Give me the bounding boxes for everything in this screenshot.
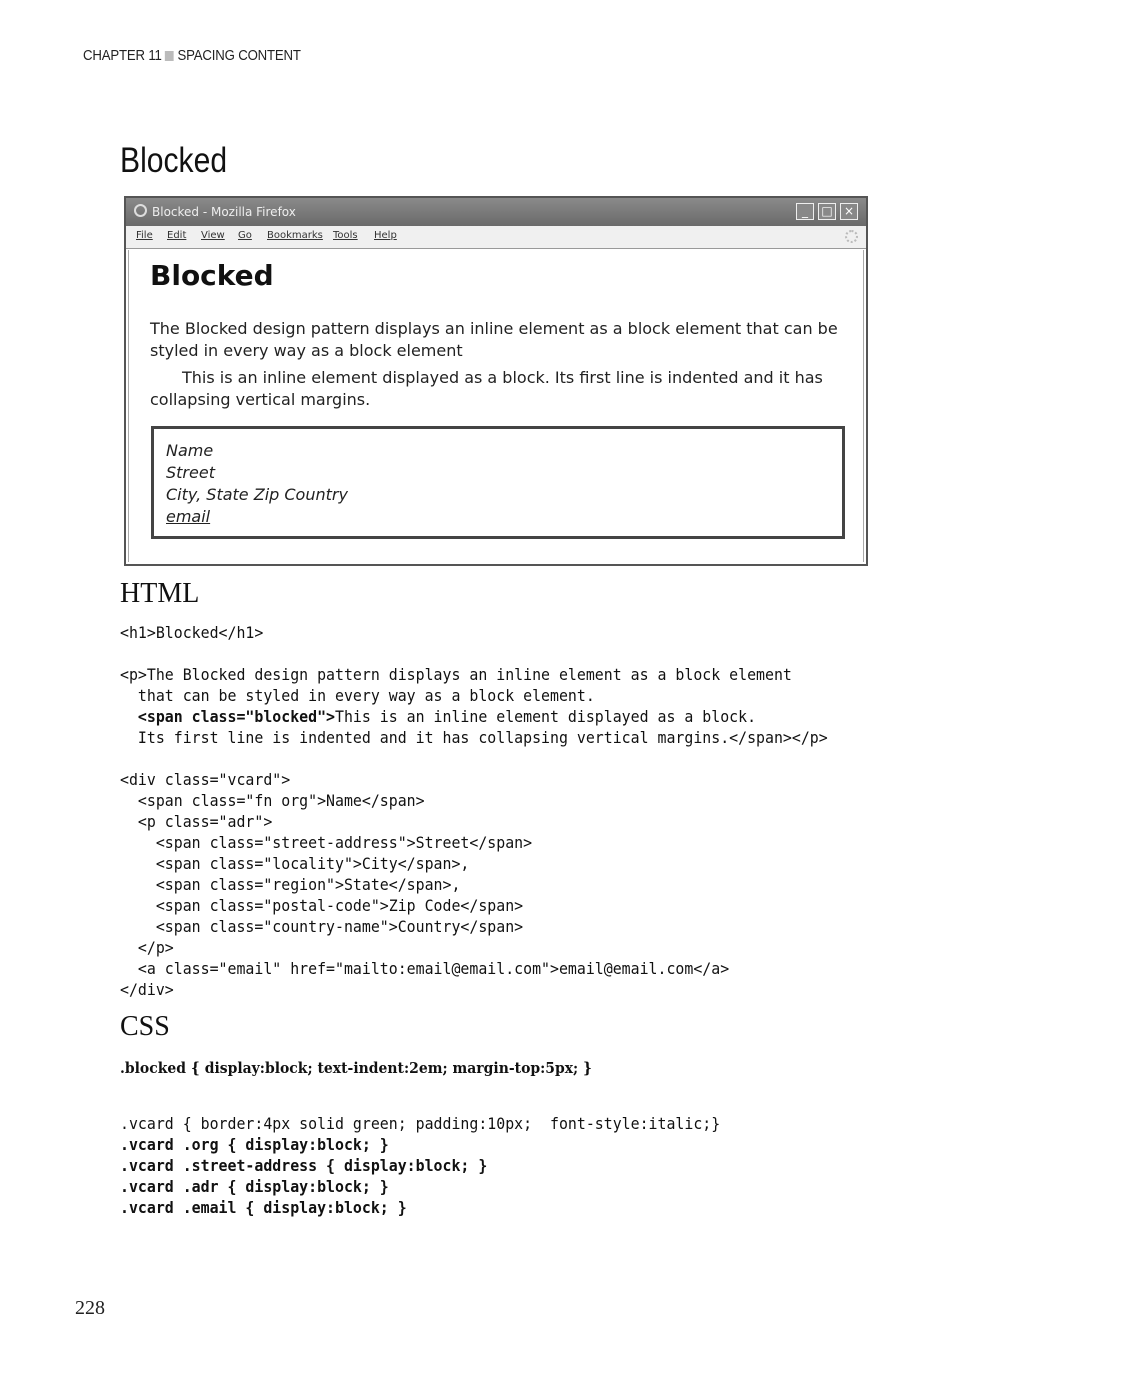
- vcard-city-line: City, State Zip Country: [166, 485, 348, 504]
- browser-titlebar: [126, 198, 866, 226]
- browser-menubar: [126, 226, 866, 249]
- browser-content: [128, 250, 864, 562]
- window-title: Blocked - Mozilla Firefox: [152, 205, 296, 219]
- rendered-heading: Blocked: [150, 259, 274, 292]
- css-code-block: [120, 1113, 720, 1218]
- vcard-street: Street: [166, 463, 215, 482]
- vcard-email-link[interactable]: email: [166, 507, 211, 526]
- maximize-button[interactable]: □: [818, 203, 836, 220]
- throbber-icon: [845, 230, 858, 243]
- code-line: <span class="fn org">Name</span>: [120, 791, 425, 810]
- html-code-block: [120, 622, 828, 1000]
- css-heading: CSS: [120, 1011, 170, 1042]
- code-line: that can be styled in every way as a block element.: [120, 686, 595, 705]
- menu-help[interactable]: Help: [374, 230, 397, 241]
- running-head-chapter: CHAPTER 11: [83, 47, 162, 64]
- firefox-icon: [134, 204, 147, 217]
- code-line: <div class="vcard">: [120, 770, 291, 789]
- code-line-bold: .vcard .email { display:block; }: [120, 1198, 407, 1217]
- running-head: [83, 47, 301, 64]
- code-line: <span class="postal-code">Zip Code</span>: [120, 896, 524, 915]
- rendered-vcard: [151, 426, 845, 539]
- minimize-button[interactable]: _: [796, 203, 814, 220]
- html-heading: HTML: [120, 578, 200, 609]
- code-line: </p>: [120, 938, 174, 957]
- rendered-paragraph-text: The Blocked design pattern displays an inline element as a block element that can be styled in every way as a block element: [150, 319, 838, 360]
- code-line-bold: .vcard .street-address { display:block; }: [120, 1156, 488, 1175]
- code-line: <a class="email" href="mailto:email@email.com">email@email.com</a>: [120, 959, 730, 978]
- code-line: Its first line is indented and it has collapsing vertical margins.</span></p>: [120, 728, 828, 747]
- code-line: <span class="region">State</span>,: [120, 875, 461, 894]
- code-line: <span class="country-name">Country</span>: [120, 917, 524, 936]
- code-line-bold: .vcard .adr { display:block; }: [120, 1177, 389, 1196]
- code-line: <p class="adr">: [120, 812, 273, 831]
- page-number: 228: [75, 1297, 105, 1319]
- browser-screenshot: [124, 196, 868, 566]
- rendered-paragraph: [150, 318, 840, 411]
- menu-file[interactable]: File: [136, 230, 153, 241]
- code-line-bold: .vcard .org { display:block; }: [120, 1135, 389, 1154]
- code-line: <p>The Blocked design pattern displays an inline element as a block element: [120, 665, 792, 684]
- menu-edit[interactable]: Edit: [167, 230, 187, 241]
- rendered-blocked-span: This is an inline element displayed as a block. Its first line is indented and it has collapsing vertical margins.: [150, 368, 823, 409]
- running-head-title: SPACING CONTENT: [177, 47, 301, 64]
- code-line: <span class="street-address">Street</span>: [120, 833, 533, 852]
- code-line: <h1>Blocked</h1>: [120, 623, 264, 642]
- square-bullet-icon: [165, 51, 174, 61]
- menu-bookmarks[interactable]: Bookmarks: [267, 230, 323, 241]
- section-title: Blocked: [120, 141, 228, 180]
- code-line: This is an inline element displayed as a block.: [335, 707, 757, 726]
- code-line: </div>: [120, 980, 174, 999]
- menu-go[interactable]: Go: [238, 230, 252, 241]
- menu-tools[interactable]: Tools: [333, 230, 358, 241]
- css-blocked-rule: .blocked { display:block; text-indent:2em; margin-top:5px; }: [120, 1059, 593, 1077]
- code-line: <span class="locality">City</span>,: [120, 854, 470, 873]
- close-button[interactable]: ×: [840, 203, 858, 220]
- menu-view[interactable]: View: [201, 230, 225, 241]
- code-line-bold: <span class="blocked">: [120, 707, 336, 726]
- code-line: .vcard { border:4px solid green; padding:10px; font-style:italic;}: [120, 1114, 721, 1133]
- vcard-name: Name: [166, 441, 214, 460]
